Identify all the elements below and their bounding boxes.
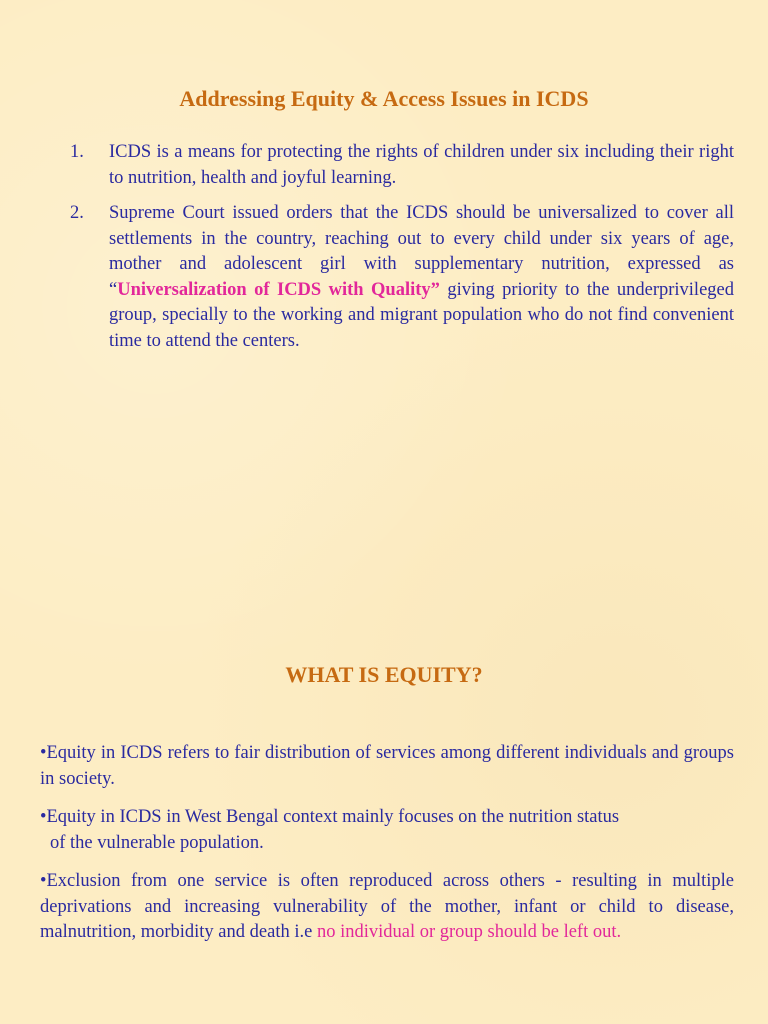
numbered-list <box>70 140 734 364</box>
highlighted-phrase: no individual or group should be left out. <box>316 922 622 942</box>
bullet-paragraph: •Equity in ICDS refers to fair distribution of services among different individuals and groups in society. <box>40 743 734 789</box>
highlighted-phrase: Universalization of ICDS with Quality <box>117 279 431 300</box>
list-item-number: 2. <box>70 203 84 223</box>
list-item-number: 1. <box>70 142 84 162</box>
bullet-paragraph <box>40 869 734 946</box>
bullet-line-continued: of the vulnerable population. <box>50 832 264 853</box>
list-item-text <box>109 201 734 354</box>
section-heading: WHAT IS EQUITY? <box>285 662 483 687</box>
closing-quote: ” <box>430 279 440 300</box>
bullet-list <box>40 741 734 959</box>
list-item <box>70 140 734 191</box>
list-item <box>70 201 734 354</box>
bullet-text: •Exclusion from one service is often reproduced across others - resulting in multiple deprivations and increasing vulnerability of the mother, infant or child to disease, malnutrition, morbidity and death i.e <box>40 871 734 942</box>
list-item-text-end: giving priority to the underprivileged group, specially to the working and migrant population who do not find convenient time to attend the centers. <box>109 279 734 351</box>
list-item-text: ICDS is a means for protecting the rights of children under six including their right to nutrition, health and joyful learning. <box>109 142 734 188</box>
page-title: Addressing Equity & Access Issues in ICDS <box>179 86 589 111</box>
bullet-paragraph <box>40 805 734 856</box>
list-item-text-start: Supreme Court issued orders that the ICDS should be universalized to cover all settlements in the country, reaching out to every child under six years of age, mother and adolescent girl with supplementary nutrition, expressed as “ <box>109 203 734 300</box>
bullet-line: •Equity in ICDS in West Bengal context mainly focuses on the nutrition status <box>40 807 620 827</box>
